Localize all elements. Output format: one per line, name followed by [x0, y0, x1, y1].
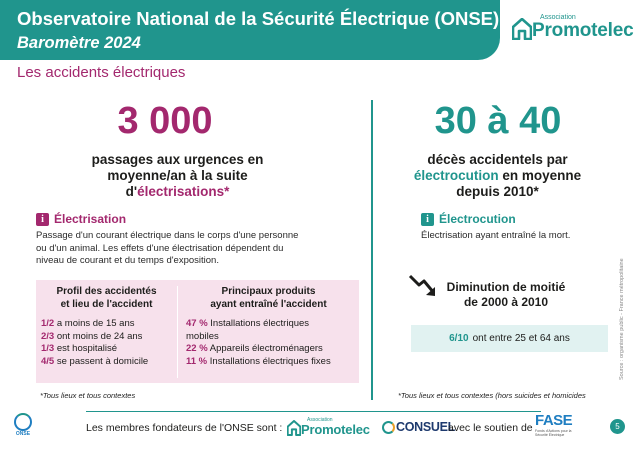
right-footnote: *Tous lieux et tous contextes (hors suicides et homicides — [398, 391, 586, 400]
profile-row-value: 1/3 — [41, 343, 55, 354]
logo-brand-label: Promotelec — [532, 20, 634, 41]
header-banner — [0, 0, 500, 60]
footer-logo-brand: Promotelec — [301, 422, 370, 437]
footer-promotelec-logo — [287, 418, 370, 436]
support-text: avec le soutien de — [448, 422, 533, 434]
products-row-value: 22 % — [186, 343, 208, 354]
source-note: Source : organisme public - France métropolitaine — [619, 258, 625, 380]
profile-row-value: 2/3 — [41, 330, 55, 342]
onse-logo-label: ONSE — [15, 431, 31, 437]
info-icon: i — [421, 213, 434, 226]
profile-column-header — [36, 285, 177, 311]
consuel-label: CONSUEL — [396, 420, 456, 434]
left-footnote: *Tous lieux et tous contextes — [40, 391, 136, 400]
fase-label: FASE — [535, 412, 573, 429]
products-row-text: Installations électriques — [210, 318, 310, 329]
age-stat-box — [411, 325, 608, 352]
products-row — [186, 318, 359, 331]
profile-column — [36, 285, 177, 368]
profile-rows — [36, 318, 177, 368]
onse-emblem — [14, 413, 32, 431]
products-row-value: 11 % — [186, 355, 208, 367]
footer-rule — [86, 411, 541, 412]
deces-big-number: 30 à 40 — [434, 100, 562, 142]
deces-description — [395, 152, 600, 200]
onse-logo — [14, 413, 32, 437]
deces-desc-suffix: en moyenne — [498, 168, 582, 183]
page-subtitle: Baromètre 2024 — [17, 34, 141, 52]
age-stat-value: 6/10 — [449, 333, 469, 344]
products-row-text: Installations électriques fixes — [209, 355, 331, 367]
info-icon: i — [36, 213, 49, 226]
electrocution-highlight: électrocution — [413, 168, 499, 183]
electrisation-def-text — [36, 230, 356, 268]
products-header-line1: Principaux produits — [221, 286, 316, 297]
electrisation-def-line3: niveau de courant et du temps d'exposition. — [36, 255, 219, 266]
trend-line1: Diminution de moitié — [446, 280, 566, 294]
urgences-desc-line3 — [70, 184, 285, 200]
profile-row-text: ont moins de 24 ans — [56, 330, 143, 342]
profile-row-text: se passent à domicile — [56, 355, 149, 367]
deces-desc-line1: décès accidentels par — [427, 152, 568, 167]
trend-line2: de 2000 à 2010 — [463, 295, 549, 309]
profile-header-line2: et lieu de l'accident — [60, 299, 153, 310]
age-stat-text: ont entre 25 et 64 ans — [472, 333, 570, 344]
consuel-logo — [382, 420, 455, 434]
profile-table — [36, 280, 359, 383]
products-row-value: 47 % — [186, 318, 208, 329]
profile-row-value: 4/5 — [41, 355, 55, 367]
page-number-badge: 5 — [610, 419, 625, 434]
urgences-big-number: 3 000 — [117, 100, 213, 142]
profile-row — [41, 318, 177, 331]
urgences-desc-line1: passages aux urgences en — [91, 152, 264, 167]
electrocution-def-text: Électrisation ayant entraîné la mort. — [421, 230, 571, 241]
house-icon — [287, 420, 301, 436]
profile-row — [41, 331, 177, 344]
promotelec-logo — [512, 14, 633, 40]
profile-row — [41, 343, 177, 356]
deces-desc-line3: depuis 2010* — [456, 184, 539, 199]
products-row — [186, 331, 359, 344]
consuel-emblem — [382, 421, 395, 434]
profile-row-text: est hospitalisé — [56, 343, 118, 354]
products-row — [186, 343, 359, 356]
electrocution-def-title: Électrocution — [439, 212, 516, 226]
electrisation-def-heading — [36, 212, 126, 226]
deces-desc-line2 — [395, 168, 600, 184]
electrisation-def-line1: Passage d'un courant électrique dans le corps d'une personne — [36, 230, 299, 241]
trend-text — [432, 280, 580, 310]
electrisation-highlight: électrisations* — [137, 184, 230, 199]
electrocution-def-heading — [421, 212, 516, 226]
profile-row-value: 1/2 — [41, 318, 55, 329]
products-rows — [178, 318, 359, 368]
house-icon — [512, 18, 532, 40]
products-row-text: Appareils électroménagers — [209, 343, 323, 354]
products-row — [186, 356, 359, 369]
urgences-desc-prefix: d' — [125, 184, 138, 199]
section-title: Les accidents électriques — [17, 64, 186, 81]
page-title: Observatoire National de la Sécurité Électrique (ONSE) — [17, 8, 500, 29]
profile-header-line1: Profil des accidentés — [56, 286, 157, 297]
urgences-description — [70, 152, 285, 200]
members-text: Les membres fondateurs de l'ONSE sont : — [86, 422, 283, 434]
products-column-header — [178, 285, 359, 311]
profile-row — [41, 356, 177, 369]
electrisation-def-line2: ou d'un animal. Les effets d'une électrisation dépendent du — [36, 242, 284, 254]
column-separator — [371, 100, 373, 400]
footer-logo-association: Association — [307, 417, 333, 423]
urgences-desc-line2: moyenne/an à la suite — [107, 168, 248, 183]
fase-sublabel: Fonds d'Actions pour la Sécurité Électrique — [535, 429, 572, 437]
products-column — [178, 285, 359, 368]
profile-row-text: a moins de 15 ans — [56, 318, 135, 329]
products-row-text: mobiles — [186, 330, 219, 342]
logo-association-label: Association — [540, 14, 576, 21]
fase-logo — [535, 412, 575, 444]
products-header-line2: ayant entraîné l'accident — [210, 299, 327, 310]
electrisation-def-title: Électrisation — [54, 212, 127, 226]
